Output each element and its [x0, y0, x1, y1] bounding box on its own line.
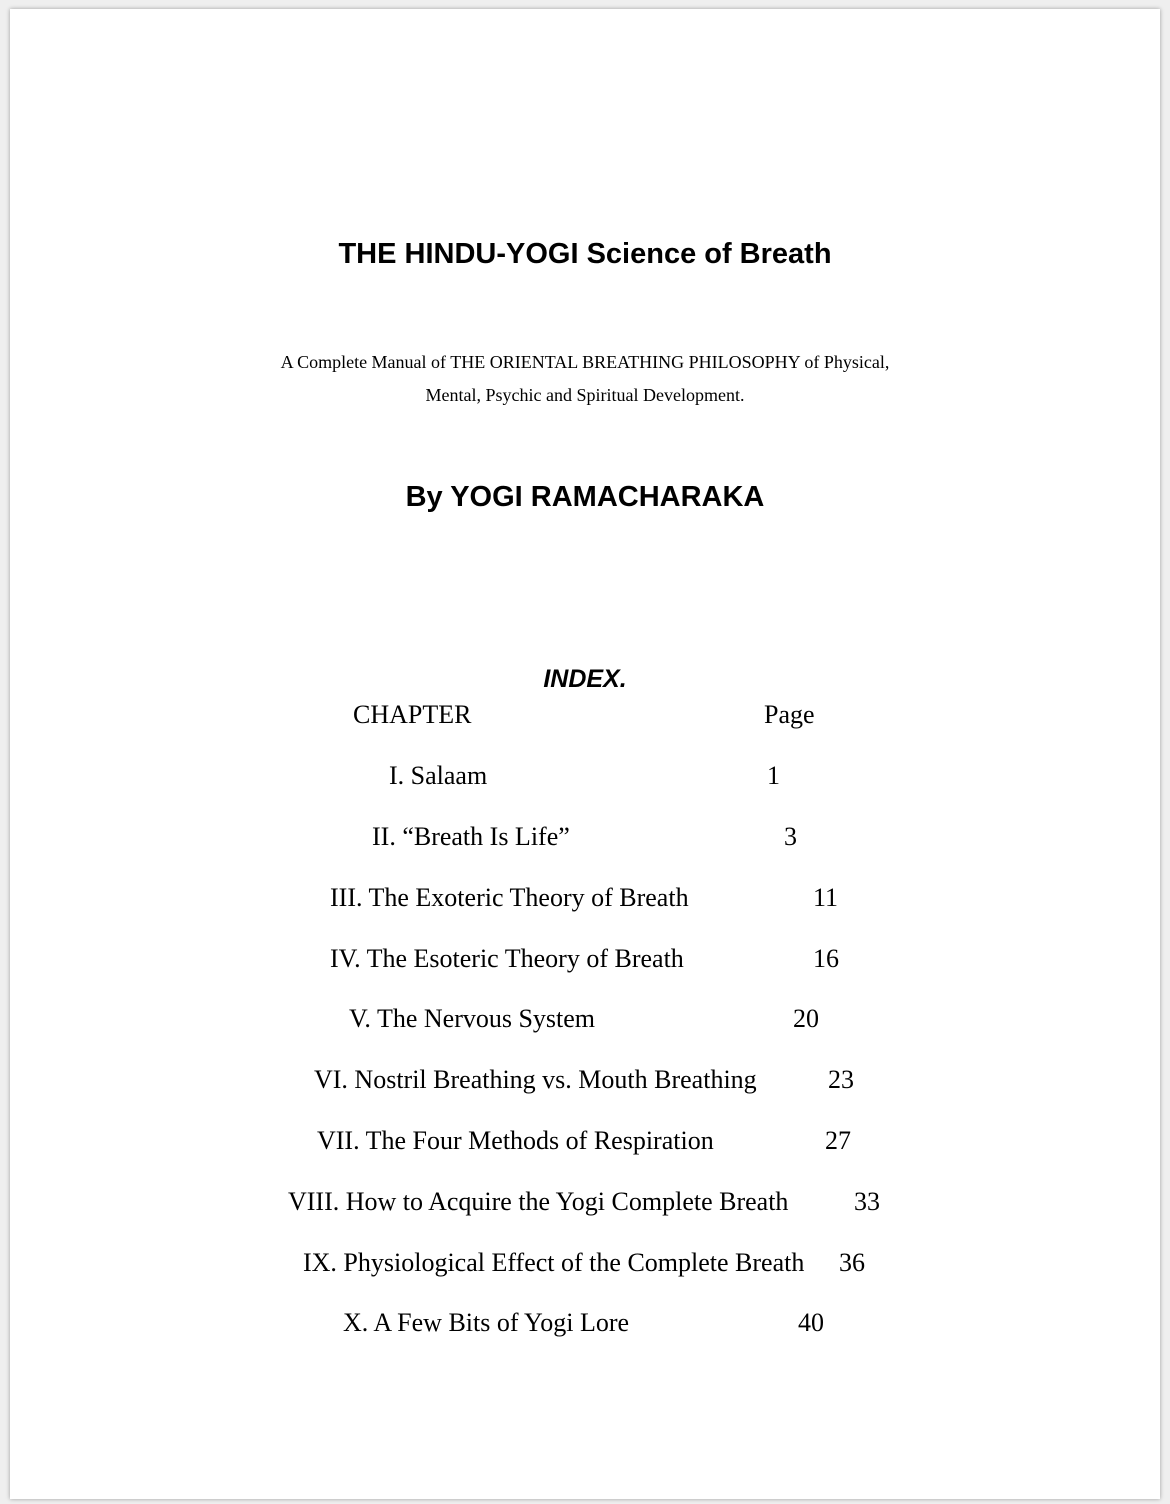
- toc-entry-chapter: I. Salaam: [389, 761, 488, 790]
- subtitle-line-1: A Complete Manual of THE ORIENTAL BREATHING PHILOSOPHY of Physical,: [280, 352, 890, 372]
- toc-entry-page: 40: [798, 1308, 824, 1337]
- toc-entry-chapter: V. The Nervous System: [349, 1004, 596, 1033]
- toc-entry-page: 23: [828, 1065, 854, 1094]
- index-heading: INDEX.: [543, 665, 627, 693]
- toc-entry-page: 36: [839, 1248, 865, 1277]
- toc-entry-page: 20: [793, 1004, 819, 1033]
- toc-entry-chapter: X. A Few Bits of Yogi Lore: [343, 1308, 630, 1337]
- toc-entry-page: 16: [813, 944, 839, 973]
- toc-entry-page: 11: [813, 883, 839, 912]
- toc-entry-chapter: IV. The Esoteric Theory of Breath: [330, 944, 684, 973]
- toc-entry-chapter: III. The Exoteric Theory of Breath: [330, 883, 689, 912]
- toc-entry-chapter: VIII. How to Acquire the Yogi Complete Breath: [288, 1187, 789, 1216]
- author-line: By YOGI RAMACHARAKA: [405, 481, 765, 513]
- toc-entry-chapter: VI. Nostril Breathing vs. Mouth Breathing: [314, 1065, 757, 1094]
- toc-entry-chapter: IX. Physiological Effect of the Complete Breath: [303, 1248, 805, 1277]
- toc-entry-page: 27: [825, 1126, 851, 1155]
- column-header-chapter: CHAPTER: [353, 700, 472, 729]
- document-title: THE HINDU-YOGI Science of Breath: [338, 238, 832, 270]
- toc-entry-chapter: II. “Breath Is Life”: [372, 822, 570, 851]
- toc-entry-page: 3: [784, 822, 797, 851]
- document-page: [10, 9, 1160, 1499]
- toc-entry-page: 1: [767, 761, 780, 790]
- subtitle-line-2: Mental, Psychic and Spiritual Development.: [425, 385, 745, 405]
- toc-entry-chapter: VII. The Four Methods of Respiration: [317, 1126, 714, 1155]
- toc-entry-page: 33: [854, 1187, 880, 1216]
- column-header-page: Page: [764, 700, 815, 729]
